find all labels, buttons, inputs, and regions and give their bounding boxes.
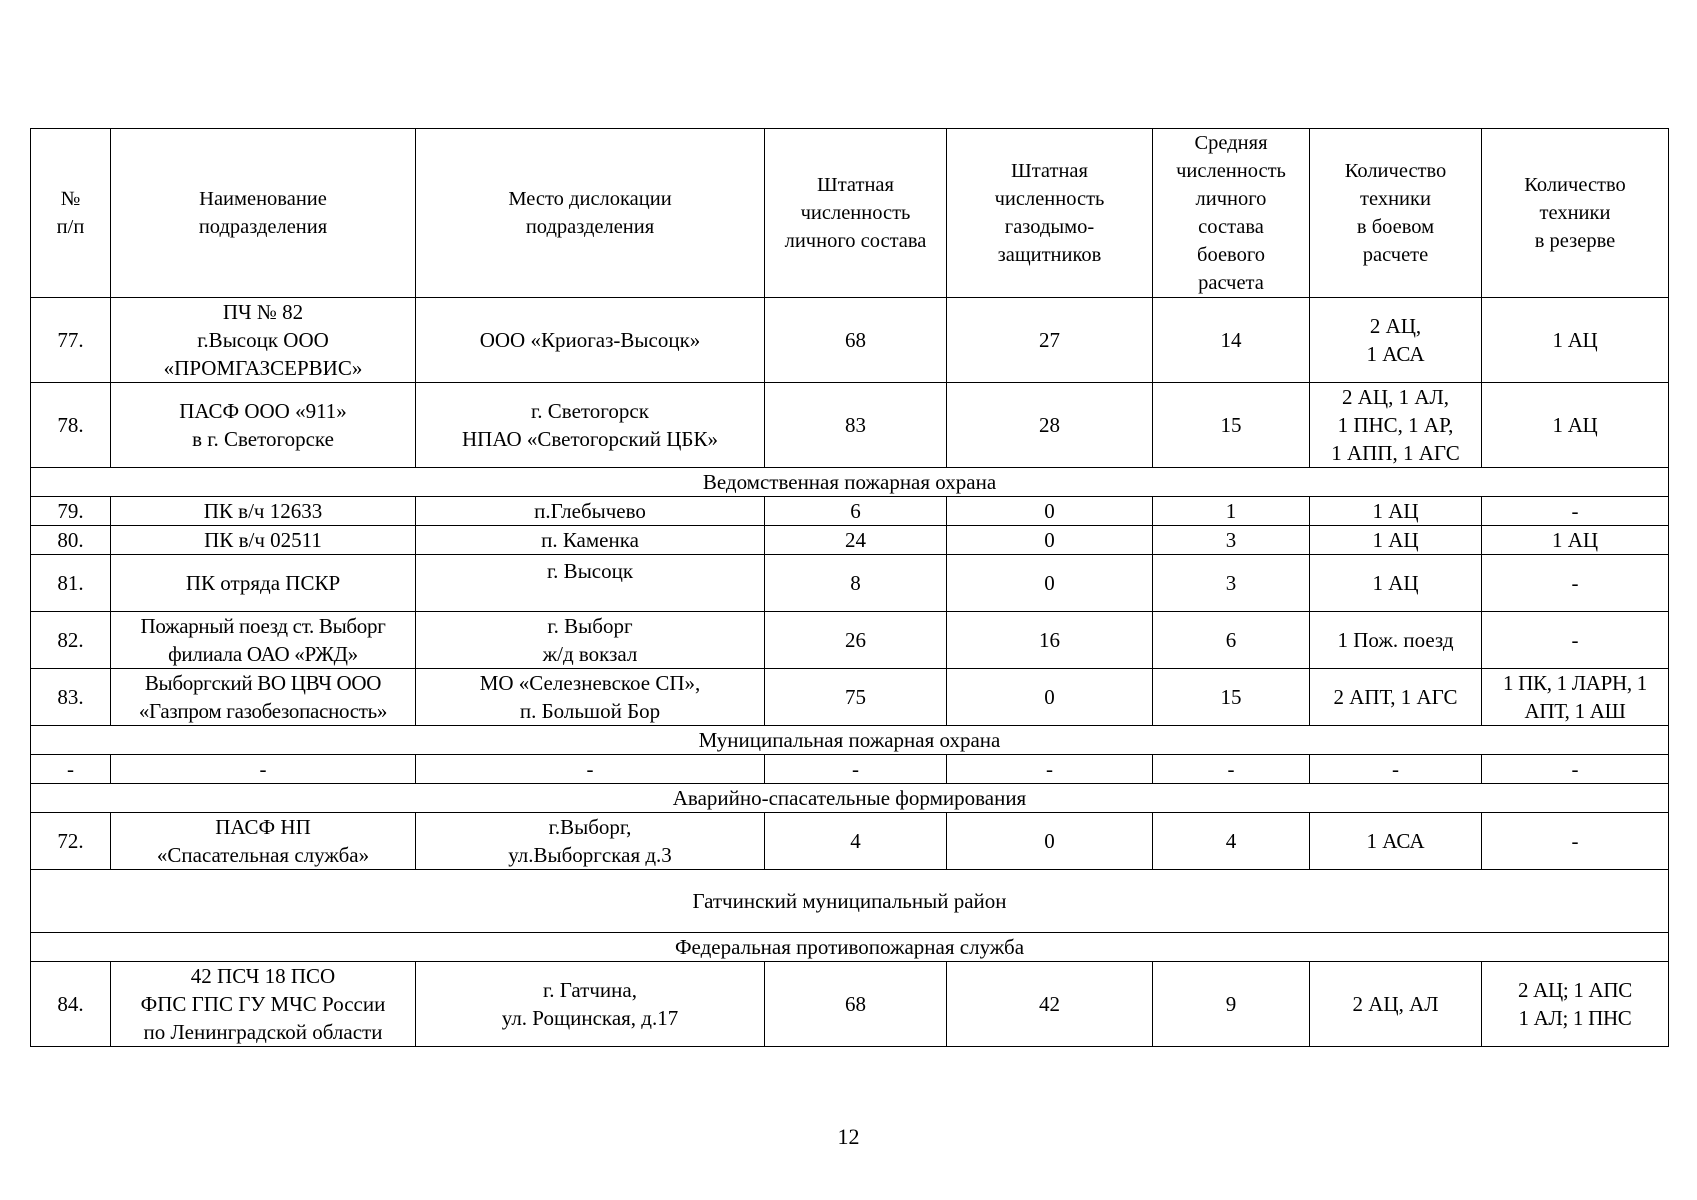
cell-number: 84. [31,962,111,1047]
cell-location: п. Каменка [416,526,765,555]
cell-equipment-in-service: 1 АСА [1310,813,1482,870]
cell-unit-name: - [111,755,416,784]
cell-staff-count: 26 [765,612,947,669]
cell-equipment-in-service: 2 АЦ, АЛ [1310,962,1482,1047]
cell-number: 82. [31,612,111,669]
cell-equipment-in-reserve: 2 АЦ; 1 АПС 1 АЛ; 1 ПНС [1482,962,1669,1047]
cell-unit-name: ПК в/ч 02511 [111,526,416,555]
section-row [31,933,1669,962]
cell-staff-count: 75 [765,669,947,726]
table-row [31,497,1669,526]
cell-avg-combat-crew: 14 [1153,298,1310,383]
page-number: 12 [837,1124,860,1149]
section-title: Ведомственная пожарная охрана [31,468,1669,497]
cell-avg-combat-crew: - [1153,755,1310,784]
cell-number: 83. [31,669,111,726]
cell-unit-name: ПЧ № 82 г.Высоцк ООО «ПРОМГАЗСЕРВИС» [111,298,416,383]
header-location: Место дислокации подразделения [416,129,765,298]
table-header-row [31,129,1669,298]
cell-avg-combat-crew: 1 [1153,497,1310,526]
cell-location: г. Гатчина, ул. Рощинская, д.17 [416,962,765,1047]
header-staff-count: Штатная численность личного состава [765,129,947,298]
cell-equipment-in-reserve: - [1482,813,1669,870]
cell-gas-smoke-protectors: 27 [947,298,1153,383]
cell-equipment-in-service: 2 АЦ, 1 АСА [1310,298,1482,383]
cell-avg-combat-crew: 3 [1153,526,1310,555]
cell-avg-combat-crew: 6 [1153,612,1310,669]
cell-number: 79. [31,497,111,526]
cell-gas-smoke-protectors: 0 [947,669,1153,726]
cell-equipment-in-reserve: - [1482,755,1669,784]
cell-equipment-in-reserve: 1 ПК, 1 ЛАРН, 1 АПТ, 1 АШ [1482,669,1669,726]
table-row [31,612,1669,669]
cell-unit-name: ПК в/ч 12633 [111,497,416,526]
cell-number: 78. [31,383,111,468]
cell-staff-count: 4 [765,813,947,870]
cell-gas-smoke-protectors: 0 [947,555,1153,612]
cell-avg-combat-crew: 9 [1153,962,1310,1047]
cell-unit-name: ПАСФ ООО «911» в г. Светогорске [111,383,416,468]
cell-staff-count: - [765,755,947,784]
header-unit-name: Наименование подразделения [111,129,416,298]
cell-staff-count: 68 [765,298,947,383]
section-row [31,784,1669,813]
header-gas-smoke-protectors: Штатная численность газодымо- защитников [947,129,1153,298]
header-equipment-in-reserve: Количество техники в резерве [1482,129,1669,298]
cell-staff-count: 6 [765,497,947,526]
header-number: № п/п [31,129,111,298]
cell-avg-combat-crew: 3 [1153,555,1310,612]
cell-unit-name: Пожарный поезд ст. Выборг филиала ОАО «РЖД» [111,612,416,669]
header-equipment-in-service: Количество техники в боевом расчете [1310,129,1482,298]
fire-units-table [30,128,1669,1047]
cell-staff-count: 8 [765,555,947,612]
cell-avg-combat-crew: 4 [1153,813,1310,870]
section-title: Муниципальная пожарная охрана [31,726,1669,755]
cell-location: г. Выборг ж/д вокзал [416,612,765,669]
cell-location: - [416,755,765,784]
cell-staff-count: 83 [765,383,947,468]
cell-location: г.Выборг, ул.Выборгская д.3 [416,813,765,870]
cell-equipment-in-service: 1 АЦ [1310,555,1482,612]
cell-gas-smoke-protectors: 0 [947,813,1153,870]
cell-equipment-in-service: 1 АЦ [1310,497,1482,526]
table-row [31,555,1669,612]
cell-equipment-in-reserve: 1 АЦ [1482,526,1669,555]
cell-number: 72. [31,813,111,870]
cell-equipment-in-reserve: - [1482,612,1669,669]
cell-gas-smoke-protectors: 0 [947,526,1153,555]
cell-equipment-in-reserve: - [1482,497,1669,526]
cell-avg-combat-crew: 15 [1153,383,1310,468]
cell-equipment-in-service: 2 АЦ, 1 АЛ, 1 ПНС, 1 АР, 1 АПП, 1 АГС [1310,383,1482,468]
cell-avg-combat-crew: 15 [1153,669,1310,726]
district-title: Гатчинский муниципальный район [31,870,1669,933]
cell-unit-name: 42 ПСЧ 18 ПСО ФПС ГПС ГУ МЧС России по Ленинградской области [111,962,416,1047]
section-row [31,468,1669,497]
cell-unit-name: ПАСФ НП «Спасательная служба» [111,813,416,870]
cell-gas-smoke-protectors: 16 [947,612,1153,669]
section-title: Федеральная противопожарная служба [31,933,1669,962]
cell-equipment-in-reserve: 1 АЦ [1482,383,1669,468]
table-row [31,813,1669,870]
cell-unit-name: ПК отряда ПСКР [111,555,416,612]
cell-equipment-in-reserve: 1 АЦ [1482,298,1669,383]
cell-unit-name: Выборгский ВО ЦВЧ ООО «Газпром газобезопасность» [111,669,416,726]
table-row [31,755,1669,784]
section-row [31,726,1669,755]
section-title: Аварийно-спасательные формирования [31,784,1669,813]
table-row [31,669,1669,726]
table-row [31,298,1669,383]
cell-location: п.Глебычево [416,497,765,526]
cell-location: МО «Селезневское СП», п. Большой Бор [416,669,765,726]
cell-gas-smoke-protectors: 42 [947,962,1153,1047]
cell-number: - [31,755,111,784]
cell-gas-smoke-protectors: 0 [947,497,1153,526]
cell-gas-smoke-protectors: - [947,755,1153,784]
cell-number: 80. [31,526,111,555]
cell-location: ООО «Криогаз-Высоцк» [416,298,765,383]
header-avg-combat-crew: Средняя численность личного состава боевого расчета [1153,129,1310,298]
cell-gas-smoke-protectors: 28 [947,383,1153,468]
cell-number: 77. [31,298,111,383]
table-row [31,526,1669,555]
cell-location: г. Светогорск НПАО «Светогорский ЦБК» [416,383,765,468]
cell-equipment-in-service: - [1310,755,1482,784]
cell-number: 81. [31,555,111,612]
cell-equipment-in-reserve: - [1482,555,1669,612]
table-row [31,962,1669,1047]
cell-equipment-in-service: 1 АЦ [1310,526,1482,555]
cell-equipment-in-service: 1 Пож. поезд [1310,612,1482,669]
cell-staff-count: 68 [765,962,947,1047]
table-row [31,383,1669,468]
cell-location: г. Высоцк [416,555,765,612]
district-row [31,870,1669,933]
cell-staff-count: 24 [765,526,947,555]
cell-equipment-in-service: 2 АПТ, 1 АГС [1310,669,1482,726]
